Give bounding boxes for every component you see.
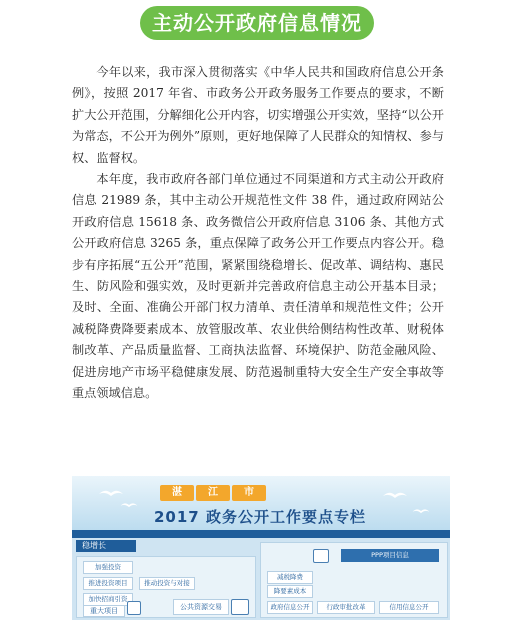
article-paragraph: 本年度，我市政府各部门单位通过不同渠道和方式主动公开政府信息 21989 条，其中主动公开规范性文件 38 件，通过政府网站公开政府信息 15618 条、政务微信公开政府信息 3106 条、其他方式公开政府信息 3265 条，重点保障了政务公开工作要点内容公开。稳步有序拓展“五公开”范围，紧紧围绕稳增长、促改革、调结构、惠民生、防风险和强实效，及时更新并完善政府信息主动公开基本目录；及时、全面、准确公开部门权力清单、责任清单和规范性文件；公开减税降费降要素成本、放管服改革、农业供给侧结构性改革、财税体制改革、产品质量监督、工商执法监督、环境保护、防范金融风险、促进房地产市场平稳健康发展、防范遏制重特大安全生产安全事故等重点领域信息。 [72,172,444,401]
document-icon [231,599,249,615]
article-paragraph: 今年以来，我市深入贯彻落实《中华人民共和国政府信息公开条例》，按照 2017 年省、市政务公开政务服务工作要点的要求，不断扩大公开范围，分解细化公开内容，切实增强公开实效，坚持“以公开为常态，不公开为例外”原则，更好地保障了人民群众的知情权、参与权、监督权。 [72,65,444,165]
city-tab: 江 [196,485,230,501]
city-tab: 市 [232,485,266,501]
bird-icon [412,506,430,516]
panel-cell: 行政审批改革 [317,601,375,614]
play-icon [313,549,329,563]
banner-subtab: 稳增长 [76,540,136,552]
panel-cell: 政府信息公开 [267,601,313,614]
panel-cell: 推进投资项目 [83,577,133,590]
panel-cell: 重大项目 [83,605,125,617]
right-panel [260,542,448,618]
panel-cell: 公共资源交易 [173,599,229,615]
article-body [72,62,444,405]
header [0,0,514,42]
policy-banner-image [72,476,450,620]
banner-stripe [72,530,450,538]
left-panel [76,556,256,618]
panel-cell: PPP项目信息 [341,549,439,562]
panel-cell: 减税降费 [267,571,313,584]
page-title: 主动公开政府信息情况 [140,6,374,40]
panel-cell: 加强投资 [83,561,133,574]
bird-icon [382,490,408,500]
bird-icon [98,488,124,498]
panel-cell: 加快招商引资 [83,593,133,606]
building-icon [127,601,141,615]
panel-cell: 推动投资与对接 [139,577,195,590]
city-tab: 湛 [160,485,194,501]
panel-cell: 信用信息公开 [379,601,439,614]
banner-title: 2017 政务公开工作要点专栏 [154,508,366,526]
city-name-tabs [160,485,268,501]
bird-icon [120,500,138,510]
panel-cell: 降要素成本 [267,585,313,598]
